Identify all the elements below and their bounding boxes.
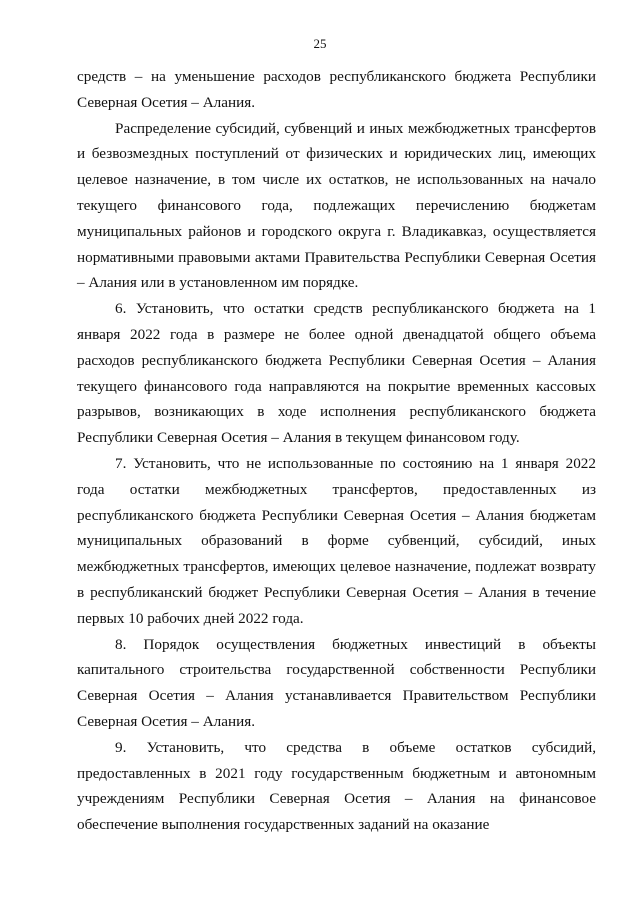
paragraph-item-6: 6. Установить, что остатки средств республиканского бюджета на 1 января 2022 года в размере не более одной двенадцатой общего объема расходов республиканского бюджета Республики Северная Осетия – Алания текущего финансового года направляются на покрытие временных кассовых разрывов, возникающих в ходе исполнения республиканского бюджета Республики Северная Осетия – Алания в текущем финансовом году. — [77, 300, 596, 447]
page-number: 25 — [313, 36, 327, 51]
paragraph-item-7: 7. Установить, что не использованные по состоянию на 1 января 2022 года остатки межбюджетных трансфертов, предоставленных из республиканского бюджета Республики Северная Осетия – Алания бюджетам муниципальных образований в форме субвенций, субсидий, иных межбюджетных трансфертов, имеющих целевое назначение, подлежат возврату в республиканский бюджет Республики Северная Осетия – Алания в течение первых 10 рабочих дней 2022 года. — [77, 454, 596, 627]
paragraph-subsidy-distribution: Распределение субсидий, субвенций и иных межбюджетных трансфертов и безвозмездных поступлений от физических и юридических лиц, имеющих целевое назначение, в том числе их остатков, не использованных на начало текущего финансового года, подлежащих перечислению бюджетам муниципальных районов и городского округа г. Владикавказ, осуществляется нормативными правовыми актами Правительства Республики Северная Осетия – Алания или в установленном им порядке. — [77, 119, 596, 292]
paragraph-item-8: 8. Порядок осуществления бюджетных инвестиций в объекты капитального строительства государственной собственности Республики Северная Осетия – Алания устанавливается Правительством Республики Северная Осетия – Алания. — [77, 635, 596, 730]
paragraph-continuation: средств – на уменьшение расходов республиканского бюджета Республики Северная Осетия – Алания. — [77, 68, 596, 111]
document-body — [77, 64, 596, 838]
paragraph-item-9: 9. Установить, что средства в объеме остатков субсидий, предоставленных в 2021 году государственным бюджетным и автономным учреждениям Республики Северная Осетия – Алания на финансовое обеспечение выполнения государственных заданий на оказание — [77, 738, 596, 834]
